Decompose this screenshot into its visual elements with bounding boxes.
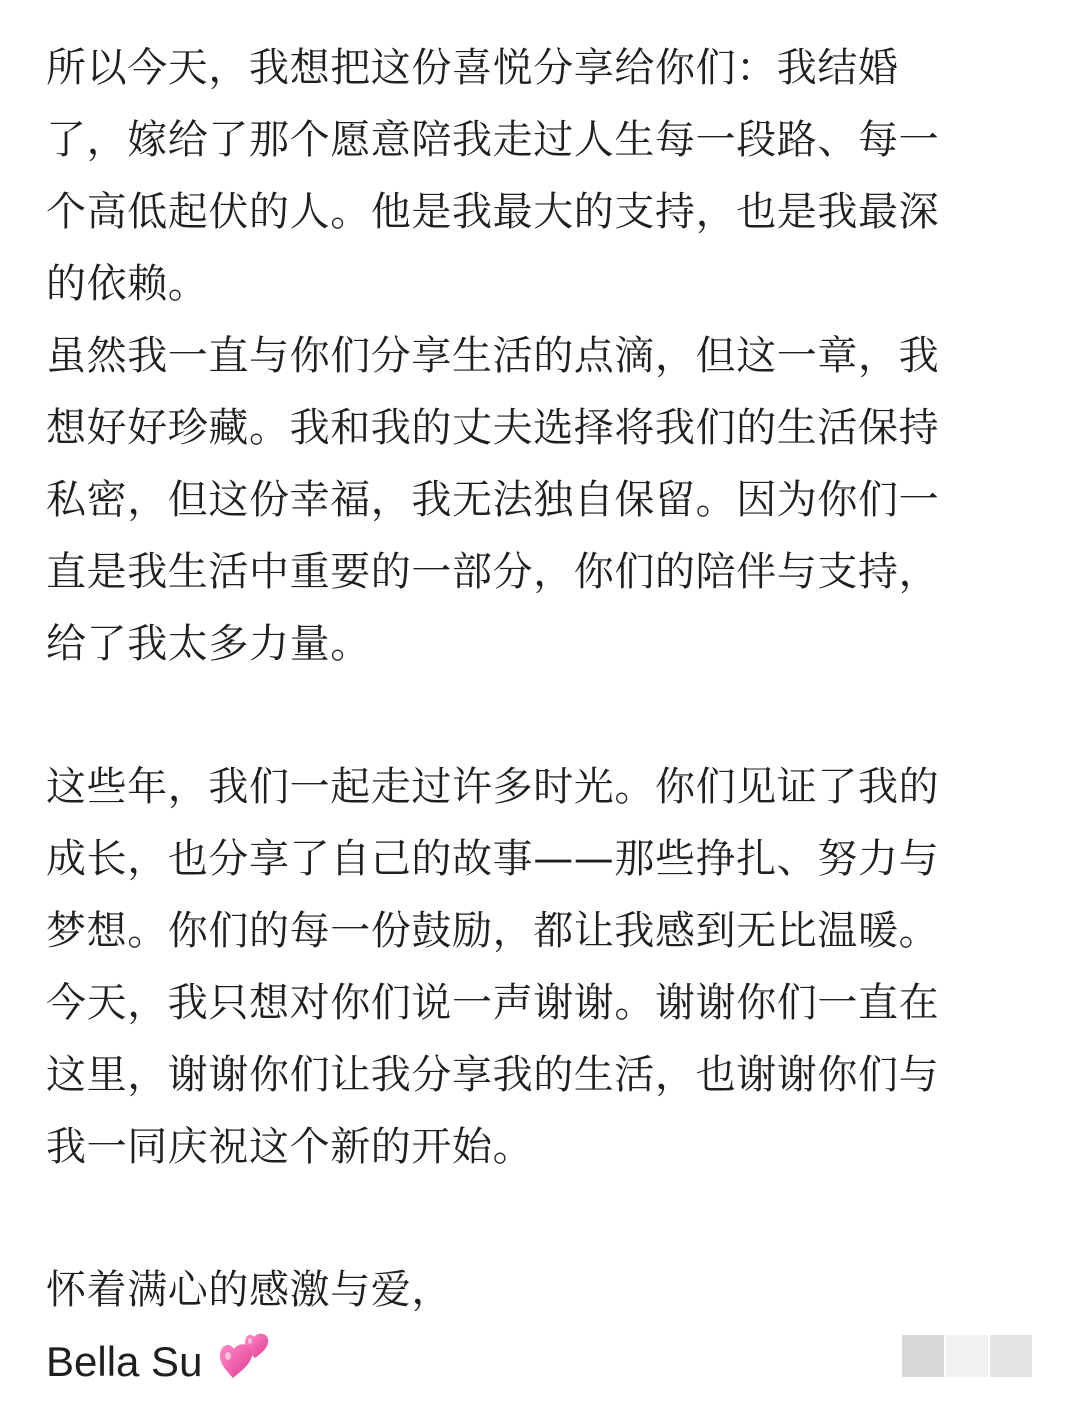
- paragraph-2: [46, 751, 1010, 1183]
- watermark-block: [946, 1335, 988, 1377]
- post-text: [46, 32, 1010, 1398]
- signature-name: Bella Su: [46, 1338, 203, 1385]
- text-line: 个高低起伏的人。他是我最大的支持，也是我最深: [46, 189, 940, 235]
- text-line: 这里，谢谢你们让我分享我的生活，也谢谢你们与: [46, 1052, 940, 1098]
- two-hearts-icon: [218, 1331, 272, 1385]
- signature-row: [46, 1326, 1010, 1398]
- text-line: 想好好珍藏。我和我的丈夫选择将我们的生活保持: [46, 405, 940, 451]
- text-line: 这些年，我们一起走过许多时光。你们见证了我的: [46, 764, 940, 810]
- paragraph-gap: [46, 1183, 1010, 1254]
- text-line: 所以今天，我想把这份喜悦分享给你们：我结婚: [46, 45, 899, 91]
- text-line: 我一同庆祝这个新的开始。: [46, 1124, 534, 1170]
- text-line: 直是我生活中重要的一部分，你们的陪伴与支持，: [46, 549, 940, 595]
- text-line: 成长，也分享了自己的故事——那些挣扎、努力与: [46, 836, 940, 882]
- text-line: 今天，我只想对你们说一声谢谢。谢谢你们一直在: [46, 980, 940, 1026]
- text-line: 虽然我一直与你们分享生活的点滴，但这一章，我: [46, 333, 940, 379]
- closing: [46, 1254, 1010, 1398]
- paragraph-gap: [46, 680, 1010, 751]
- text-line: 私密，但这份幸福，我无法独自保留。因为你们一: [46, 477, 940, 523]
- closing-line: 怀着满心的感激与爱，: [46, 1267, 452, 1313]
- watermark-block: [902, 1335, 944, 1377]
- text-line: 的依赖。: [46, 261, 209, 307]
- watermark-mosaic: [902, 1335, 1032, 1377]
- paragraph-1: [46, 32, 1010, 680]
- text-line: 给了我太多力量。: [46, 621, 371, 667]
- text-line: 梦想。你们的每一份鼓励，都让我感到无比温暖。: [46, 908, 940, 954]
- watermark-block: [990, 1335, 1032, 1377]
- text-line: 了，嫁给了那个愿意陪我走过人生每一段路、每一: [46, 117, 940, 163]
